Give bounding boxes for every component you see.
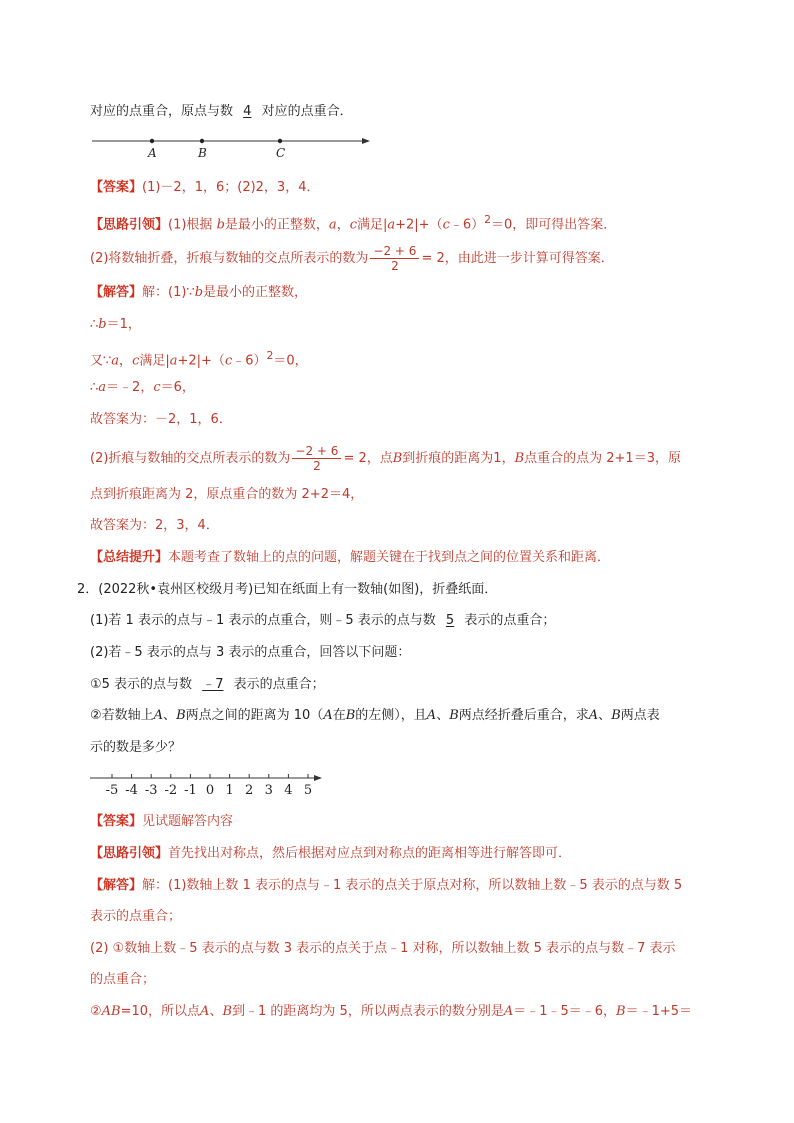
solution-1-line5: 故答案为：－2，1，6．	[90, 412, 232, 427]
tick-label: 2	[245, 783, 254, 798]
question-2-part1: (1)若 1 表示的点与﹣1 表示的点重合，则﹣5 表示的点与数 5 表示的点重合；	[90, 611, 555, 631]
fraction: $\frac{-2 + 6}{2}$	[370, 244, 419, 273]
solution-2-line5: ②AB=10，所以点A、B到﹣1 的距离均为 5，所以两点表示的数分别是A＝﹣1﹣5＝﹣6，B＝﹣1+5＝	[90, 1004, 693, 1019]
tick-label: -1	[184, 783, 197, 798]
point-label-c: C	[276, 146, 286, 160]
tick-label: -5	[105, 783, 119, 798]
tick-label: -3	[144, 783, 158, 798]
fraction: $\frac{-2 + 6}{2}$	[292, 444, 341, 473]
tick-label: 3	[264, 783, 273, 798]
hint-2: 【思路引领】首先找出对称点，然后根据对应点到对称点的距离相等进行解答即可．	[90, 846, 572, 861]
solution-2-line4: 的点重合；	[90, 972, 156, 987]
number-line-abc	[88, 130, 378, 160]
tick-label: 4	[284, 783, 293, 798]
answer-blank: 4	[243, 104, 252, 119]
solution-1-line7: 点到折痕距离为 2，原点重合的数为 2+2＝4，	[90, 487, 364, 502]
question1-tail: 对应的点重合，原点与数 4 对应的点重合．	[90, 102, 353, 122]
tick-label: 0	[205, 783, 215, 798]
solution-1-line2: ∴b＝1，	[90, 317, 141, 332]
solution-1-line6: (2)折痕与数轴的交点所表示的数为 $\frac{-2 + 6}{2}$ = 2，点B到折痕的距离为1，B点重合的点为 2+1＝3，原	[90, 444, 681, 473]
tick-label: -2	[164, 783, 178, 798]
solution-2-line2: 表示的点重合；	[90, 909, 182, 924]
answer-blank: ﹣7	[202, 677, 224, 692]
solution-1-line1: 【解答】解：(1)∵b是最小的正整数，	[90, 285, 308, 300]
solution-1-line8: 故答案为：2，3，4．	[90, 518, 219, 533]
number-line-ticks	[88, 768, 328, 798]
tick-label: 1	[225, 783, 234, 798]
solution-2-line1: 【解答】解：(1)数轴上数 1 表示的点与﹣1 表示的点关于原点对称，所以数轴上数﹣5 表示的点与数 5	[90, 878, 683, 893]
answer-1: 【答案】(1)－2，1，6；(2)2，3，4．	[90, 180, 320, 195]
solution-2-line3: (2) ①数轴上数﹣5 表示的点与数 3 表示的点关于点﹣1 对称，所以数轴上数 5 表示的点与数﹣7 表示	[90, 941, 676, 956]
answer-2: 【答案】见试题解答内容	[90, 814, 234, 829]
hint-1: 【思路引领】(1)根据 b是最小的正整数，a，c满足|a+2|+（c﹣6）$^2$＝0，即可得出答案．	[90, 213, 617, 233]
solution-1-line3: 又∵a，c满足|a+2|+（c﹣6）$^2$＝0，	[90, 349, 308, 369]
hint-1-part2: (2)将数轴折叠，折痕与数轴的交点所表示的数为 $\frac{-2 + 6}{2}$ = 2，由此进一步计算可得答案．	[90, 244, 614, 273]
question-2-part2-sub1: ①5 表示的点与数 ﹣7 表示的点重合；	[90, 675, 325, 695]
question-2-part2-sub2: ②若数轴上A、B两点之间的距离为 10（A在B的左侧），且A、B两点经折叠后重合，求A、B两点表	[90, 708, 660, 723]
question-2-intro: 2．(2022秋•袁州区校级月考)已知在纸面上有一数轴(如图)，折叠纸面．	[77, 582, 498, 597]
solution-1-line4: ∴a＝﹣2，c＝6，	[90, 380, 195, 395]
question-2-part2: (2)若﹣5 表示的点与 3 表示的点重合，回答以下问题：	[90, 645, 411, 660]
answer-blank: 5	[445, 613, 455, 628]
point-label-b: B	[198, 146, 207, 160]
summary-1: 【总结提升】本题考查了数轴上的点的问题，解题关键在于找到点之间的位置关系和距离．	[90, 550, 611, 565]
question-2-part2-sub2-cont: 示的数是多少？	[90, 740, 182, 755]
tick-label: -4	[125, 783, 138, 798]
point-label-a: A	[148, 146, 157, 160]
tick-label: 5	[303, 783, 313, 798]
